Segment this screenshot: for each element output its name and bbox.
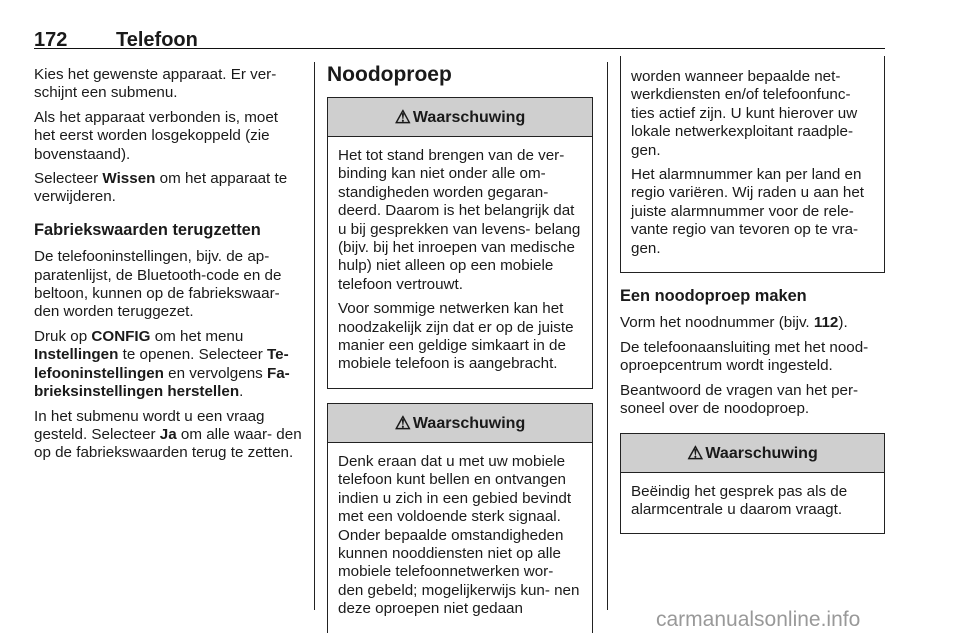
section-heading: Fabriekswaarden terugzetten (34, 220, 261, 239)
warning-box (327, 97, 593, 389)
menu-term: Fa- brieksinstellingen herstellen (34, 364, 290, 401)
column-divider-1 (314, 62, 315, 610)
warning-box (620, 433, 885, 535)
section-heading: Een noodoproep maken (620, 287, 807, 306)
paragraph: Beantwoord de vragen van het per- soneel over de noodoproep. (620, 381, 859, 418)
menu-term: Ja (159, 425, 177, 443)
warning-header: ⚠ Waarschuwing (621, 434, 884, 473)
warning-text: worden wanneer bepaalde net- werkdiensten en/of telefoonfunc- ties actief zijn. U kunt hierover uw lokale netwerkexploitant raadple- gen. (631, 68, 858, 159)
warning-triangle-icon: ⚠ (687, 442, 704, 463)
emergency-number: 112 (813, 314, 839, 332)
warning-text: Denk eraan dat u met uw mobiele telefoon kunt bellen en ontvangen indien u zich in een gebied bevindt met een voldoende sterk signaal. Onder bepaalde omstandigheden kunnen nooddiensten niet op alle mobiele telefoonnetwerken wor- den gebeld; mogelijkerwijs kun- nen deze oproepen niet gedaan (338, 452, 580, 618)
warning-header: ⚠ Waarschuwing (328, 98, 592, 137)
warning-text: Beëindig het gesprek pas als de alarmcentrale u daarom vraagt. (631, 482, 848, 518)
warning-text: Het alarmnummer kan per land en regio variëren. Wij raden u aan het juiste alarmnummer voor de rele- vante regio van tevoren op te vra- gen. (631, 166, 865, 257)
section-heading: Noodoproep (327, 63, 452, 86)
warning-text: Het tot stand brengen van de ver- binding kan niet onder alle om- standigheden worden gegaran- deerd. Daarom is het belangrijk dat u bij gesprekken van levens- belang (bijv. bij het inroepen van medische hulp) niet alleen op een mobiele telefoon vertrouwt. (338, 147, 581, 293)
warning-box-continued (620, 56, 885, 273)
paragraph: Selecteer Wissen om het apparaat te verwijderen. (34, 170, 288, 206)
menu-term: Te- lefooninstellingen (34, 346, 289, 382)
menu-term: Instellingen (34, 346, 119, 364)
column-left (34, 66, 302, 469)
page-header (34, 8, 885, 49)
column-middle (327, 63, 593, 633)
menu-term: Wissen (102, 170, 156, 188)
warning-triangle-icon: ⚠ (394, 107, 411, 127)
paragraph: Vorm het noodnummer (bijv. 112). (620, 314, 848, 332)
page-number: 172 (34, 29, 68, 51)
watermark: carmanualsonline.info (656, 608, 861, 631)
column-divider-2 (607, 62, 608, 610)
paragraph: In het submenu wordt u een vraag gesteld. Selecteer Ja om alle waar- den op de fabriekswaarden terug te zetten. (34, 407, 302, 462)
menu-term: CONFIG (91, 327, 151, 345)
paragraph: De telefooninstellingen, bijv. de ap- paratenlijst, de Bluetooth-code en de beltoon, kunnen op de fabriekswaar- den worden teruggezet. (34, 248, 282, 321)
column-right (620, 66, 885, 548)
paragraph: Kies het gewenste apparaat. Er ver- schijnt een submenu. (34, 66, 277, 102)
page-title: Telefoon (116, 29, 198, 51)
paragraph: Druk op CONFIG om het menu Instellingen te openen. Selecteer Te- lefooninstellingen en vervolgens Fa- brieksinstellingen herstellen. (34, 327, 290, 401)
warning-text: Voor sommige netwerken kan het noodzakelijk zijn dat er op de juiste manier een geldige simkaart in de mobiele telefoon is aangebracht. (338, 300, 574, 373)
paragraph: Als het apparaat verbonden is, moet het eerst worden losgekoppeld (zie bovenstaand). (34, 108, 278, 163)
paragraph: De telefoonaansluiting met het nood- oproepcentrum wordt ingesteld. (620, 338, 869, 375)
warning-header: ⚠ Waarschuwing (328, 404, 592, 443)
warning-box (327, 403, 593, 633)
warning-triangle-icon: ⚠ (394, 412, 411, 433)
